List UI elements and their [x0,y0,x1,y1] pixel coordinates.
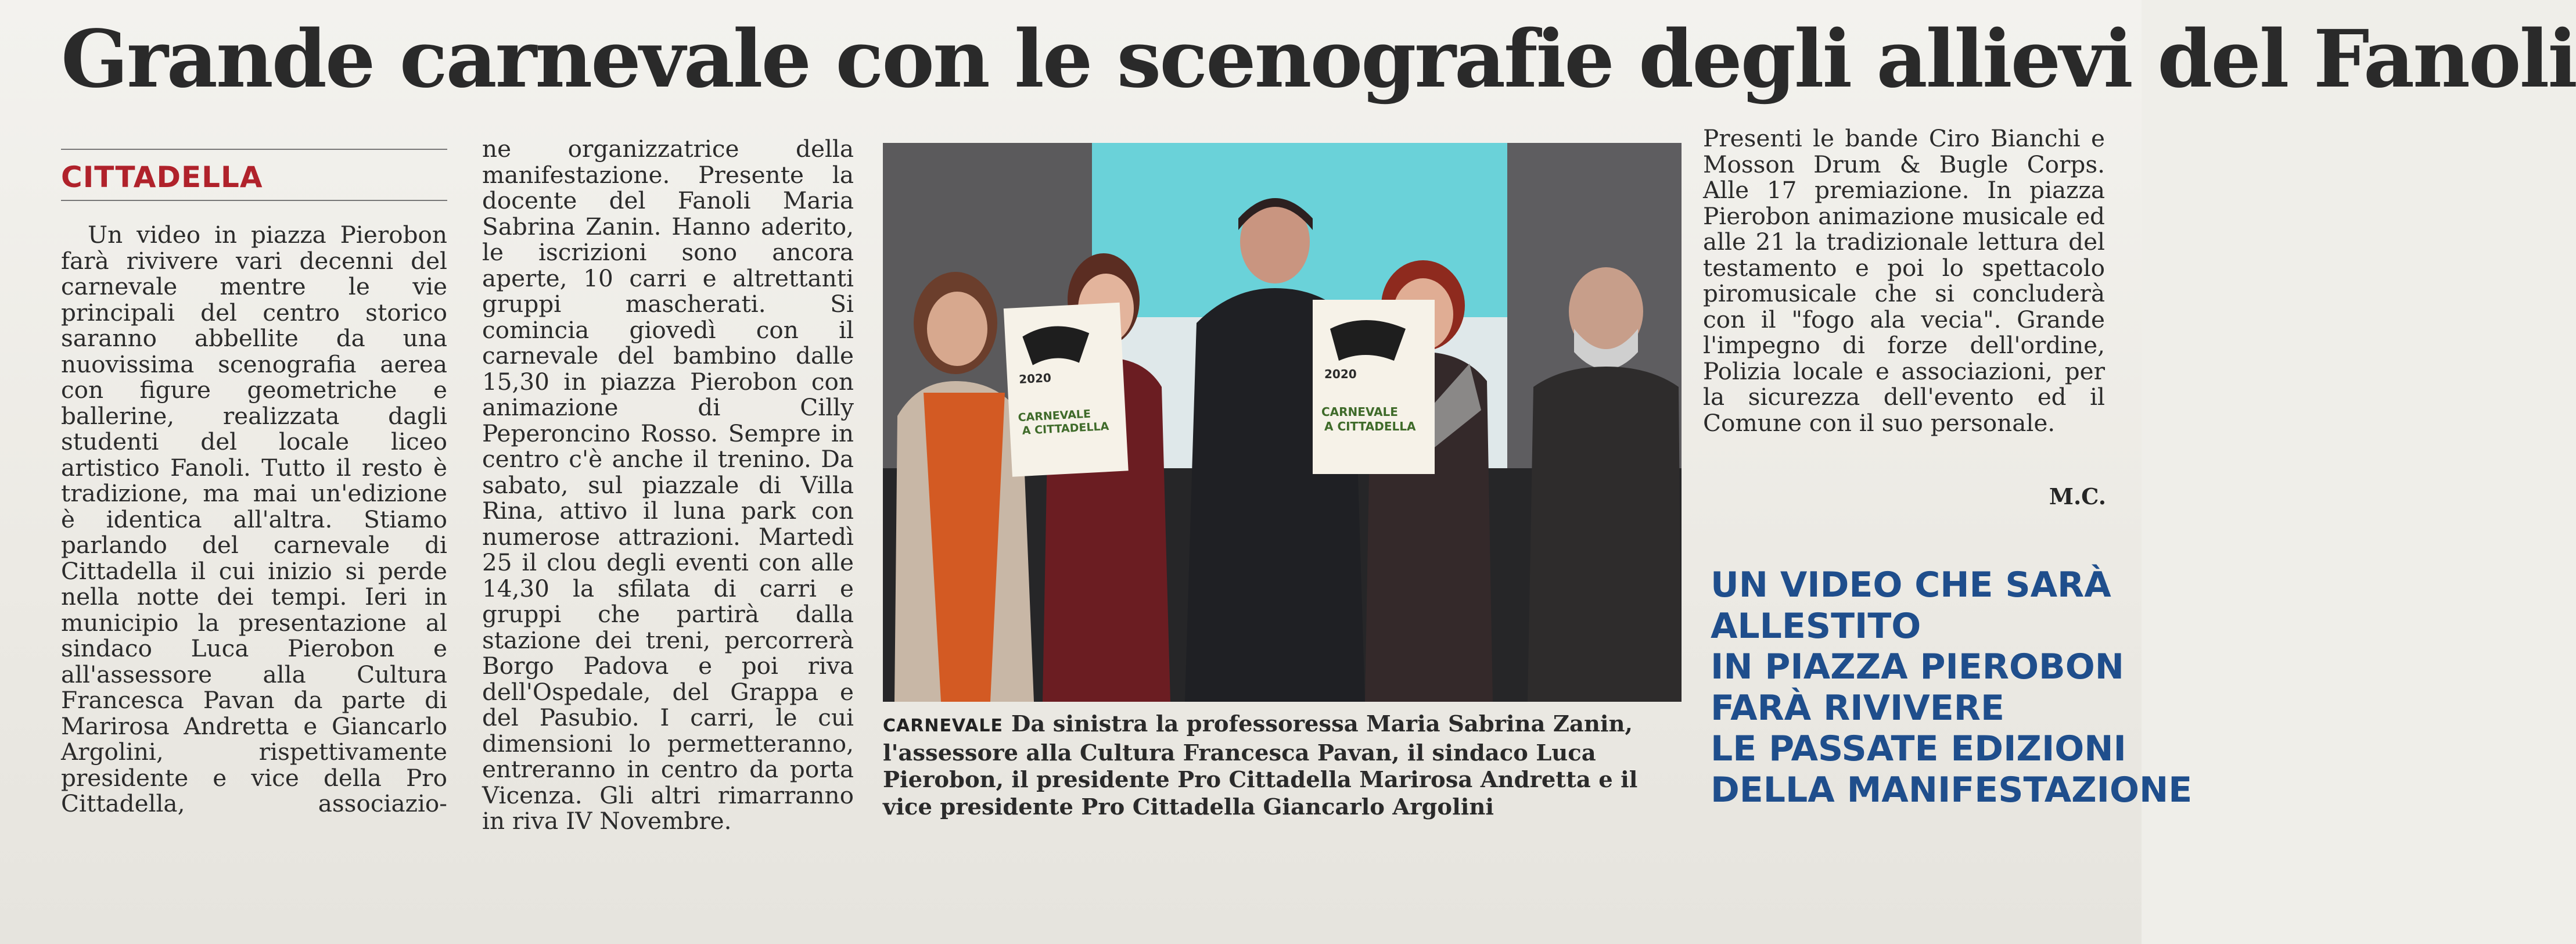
kicker-bottom-rule [61,200,447,201]
pull-quote-line: ALLESTITO [1711,605,1921,647]
article-column-3 [1703,125,2105,436]
poster-right-title: CARNEVALE [1321,405,1398,419]
section-kicker: CITTADELLA [61,160,263,194]
poster-left-subtitle: A CITTADELLA [1022,419,1109,437]
article-column-2 [482,136,854,834]
headline: Grande carnevale con le scenografie degli allievi del Fanoli [61,13,2576,106]
pull-quote-line: DELLA MANIFESTAZIONE [1711,769,2193,810]
caption-text: Da sinistra la professoressa Maria Sabrina Zanin, l'assessore alla Cultura Francesca Pavan, il sindaco Luca Pierobon, il presidente Pro Cittadella Marirosa Andretta e il vice presidente Pro Cittadella Giancarlo Argolini [883,711,1638,820]
poster-right [1313,300,1435,474]
poster-right-year: 2020 [1324,367,1357,381]
poster-left-year: 2020 [1018,371,1052,386]
pull-quote-line: IN PIAZZA PIEROBON [1711,647,2124,687]
caption-label: CARNEVALE [883,716,1003,736]
article-text-1: Un video in piazza Pierobon farà rivivere vari decenni del carnevale mentre le vie principali del centro storico saranno abbellite da una nuovissima scenografia aerea con figure geometriche e ballerine, realizzata dagli studenti del locale liceo artistico Fanoli. Tutto il resto è tradizione, ma mai un'edizione è identica all'altra. Stiamo parlando del carnevale di Cittadella il cui inizio si perde nella notte dei tempi. Ieri in municipio la presentazione al sindaco Luca Pierobon e all'assessore alla Cultura Francesca Pavan da parte di Marirosa Andretta e Giancarlo Argolini, rispettivamente presidente e vice della Pro Cittadella, associazio- [61,221,447,817]
photo-caption [883,711,1682,821]
photo-illustration [883,143,1682,702]
author-signature: M.C. [2049,483,2106,509]
kicker-top-rule [61,149,447,150]
article-text-2: ne organizzatrice della manifestazione. Presente la docente del Fanoli Maria Sabrina Zanin. Hanno aderito, le iscrizioni sono ancora aperte, 10 carri e altrettanti gruppi mascherati. Si comincia giovedì con il carnevale del bambino dalle 15,30 in piazza Pierobon con animazione di Cilly Peperoncino Rosso. Sempre in centro c'è anche il trenino. Da sabato, sul piazzale di Villa Rina, attivo il luna park con numerose attrazioni. Martedì 25 il clou degli eventi con alle 14,30 la sfilata di carri e gruppi che partirà dalla stazione dei treni, percorrerà Borgo Padova e poi riva dell'Ospedale, del Grappa e del Pasubio. I carri, le cui dimensioni lo permetteranno, entreranno in centro da porta Vicenza. Gli altri rimarranno in riva IV Novembre. [482,135,854,835]
article-column-1 [61,222,447,817]
poster-left-title: CARNEVALE [1018,407,1091,425]
pull-quote-line: FARÀ RIVIVERE [1711,687,2004,728]
article-text-3: Presenti le bande Ciro Bianchi e Mosson Drum & Bugle Corps. Alle 17 premiazione. In piazza Pierobon animazione musicale ed alle 21 la tradizionale lettura del testamento e poi lo spettacolo piromusicale che si concluderà con il "fogo ala vecia". Grande l'impegno di forze dell'ordine, Polizia locale e associazioni, per la sicurezza dell'evento ed il Comune con il suo personale. [1703,124,2105,437]
pull-quote-line: LE PASSATE EDIZIONI [1711,728,2126,769]
poster-right-subtitle: A CITTADELLA [1324,419,1416,433]
pull-quote-line: UN VIDEO CHE SARÀ [1711,565,2111,605]
pull-quote [1711,565,2193,810]
press-photo [883,143,1682,702]
poster-left [1004,303,1129,477]
